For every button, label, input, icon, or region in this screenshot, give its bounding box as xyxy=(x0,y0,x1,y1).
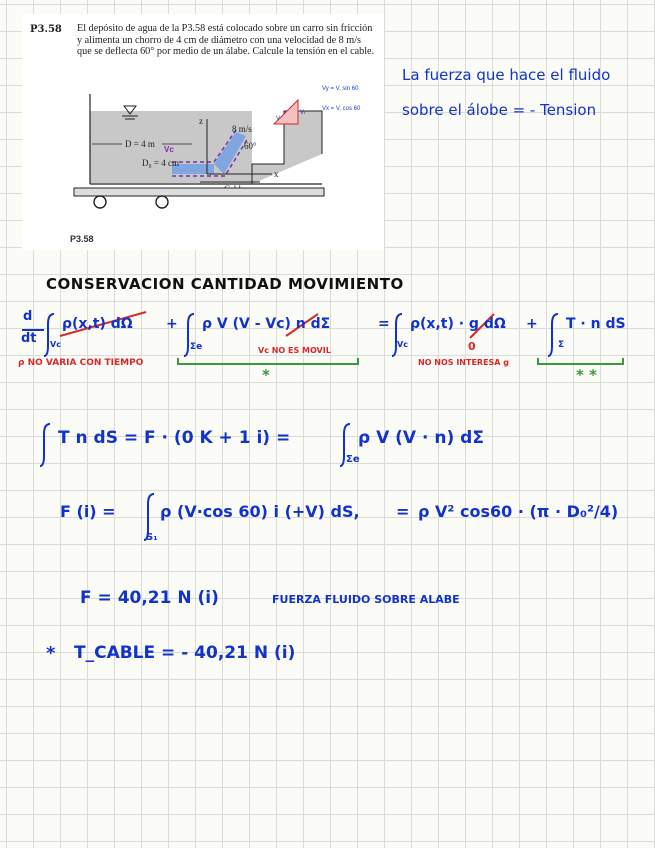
problem-card xyxy=(22,14,384,250)
force-result: F = 40,21 N (i) xyxy=(80,588,219,608)
momentum-equation: d dt ρ(x,t) dΩ Vc + ρ V (V - Vc) n dΣ Σe = ρ(x,t) · g dΩ Vc + T · n dS Σ 0 ρ NO VARIA CON TIEMPO Vc NO ES MOVIL NO NOS INTERESA g * * * xyxy=(18,309,626,384)
problem-statement: El depósito de agua de la P3.58 está colocado sobre un carro sin fricción y alimenta un chorro de 4 cm de diámetro con una velocidad de 8 m/s que se deflecta 60° por medio de un álabe. Calcule la tensión en el cable. xyxy=(77,23,375,58)
section-heading: CONSERVACION CANTIDAD MOVIMIENTO xyxy=(46,275,404,293)
equation-3: F (i) = ρ (V·cos 60) i (+V) dS, S₁ = ρ V² cos60 · (π · D₀²/4) xyxy=(60,490,620,550)
force-result-label: FUERZA FLUIDO SOBRE ALABE xyxy=(272,593,460,606)
term-flux: ρ V (V - Vc) n dΣ xyxy=(202,316,331,332)
vc-label: Vc xyxy=(164,145,174,154)
svg-text:x: x xyxy=(274,169,279,179)
svg-text:Vr: Vr xyxy=(300,110,306,116)
jet-diameter-label: D₀ = 4 cm xyxy=(142,158,179,168)
cable-tension-result: T_CABLE = - 40,21 N (i) xyxy=(74,643,296,663)
note-vc: Vc NO ES MOVIL xyxy=(258,346,331,355)
wheel-left xyxy=(94,196,106,208)
vy-component: Vy = V, sin 60 xyxy=(322,86,359,92)
note-rho: ρ NO VARIA CON TIEMPO xyxy=(18,358,144,368)
figure-caption: P3.58 xyxy=(70,234,94,244)
depth-label: D = 4 m xyxy=(125,139,155,149)
svg-text:V: V xyxy=(276,116,281,122)
problem-figure xyxy=(22,14,384,250)
problem-number: P3.58 xyxy=(30,24,62,35)
velocity-label: 8 m/s xyxy=(232,124,252,134)
note-line-1: La fuerza que hace el fluido xyxy=(402,66,611,84)
svg-text:z: z xyxy=(199,116,203,126)
term-body-force: ρ(x,t) · g dΩ xyxy=(410,316,506,332)
note-g: NO NOS INTERESA g xyxy=(418,358,510,367)
cart xyxy=(74,188,324,196)
term-accumulation: ρ(x,t) dΩ xyxy=(62,316,133,332)
angle-label: 60° xyxy=(244,141,257,151)
equation-2: T n dS = F · (0 K + 1 i) = ρ V (V · n) dΣ Σe xyxy=(40,420,600,470)
wheel-right xyxy=(156,196,168,208)
term-surface-force: T · n dS xyxy=(566,316,626,332)
note-line-2: sobre el álobe = - Tension xyxy=(402,101,597,119)
vx-component: Vx = V, cos 60 xyxy=(322,106,361,112)
